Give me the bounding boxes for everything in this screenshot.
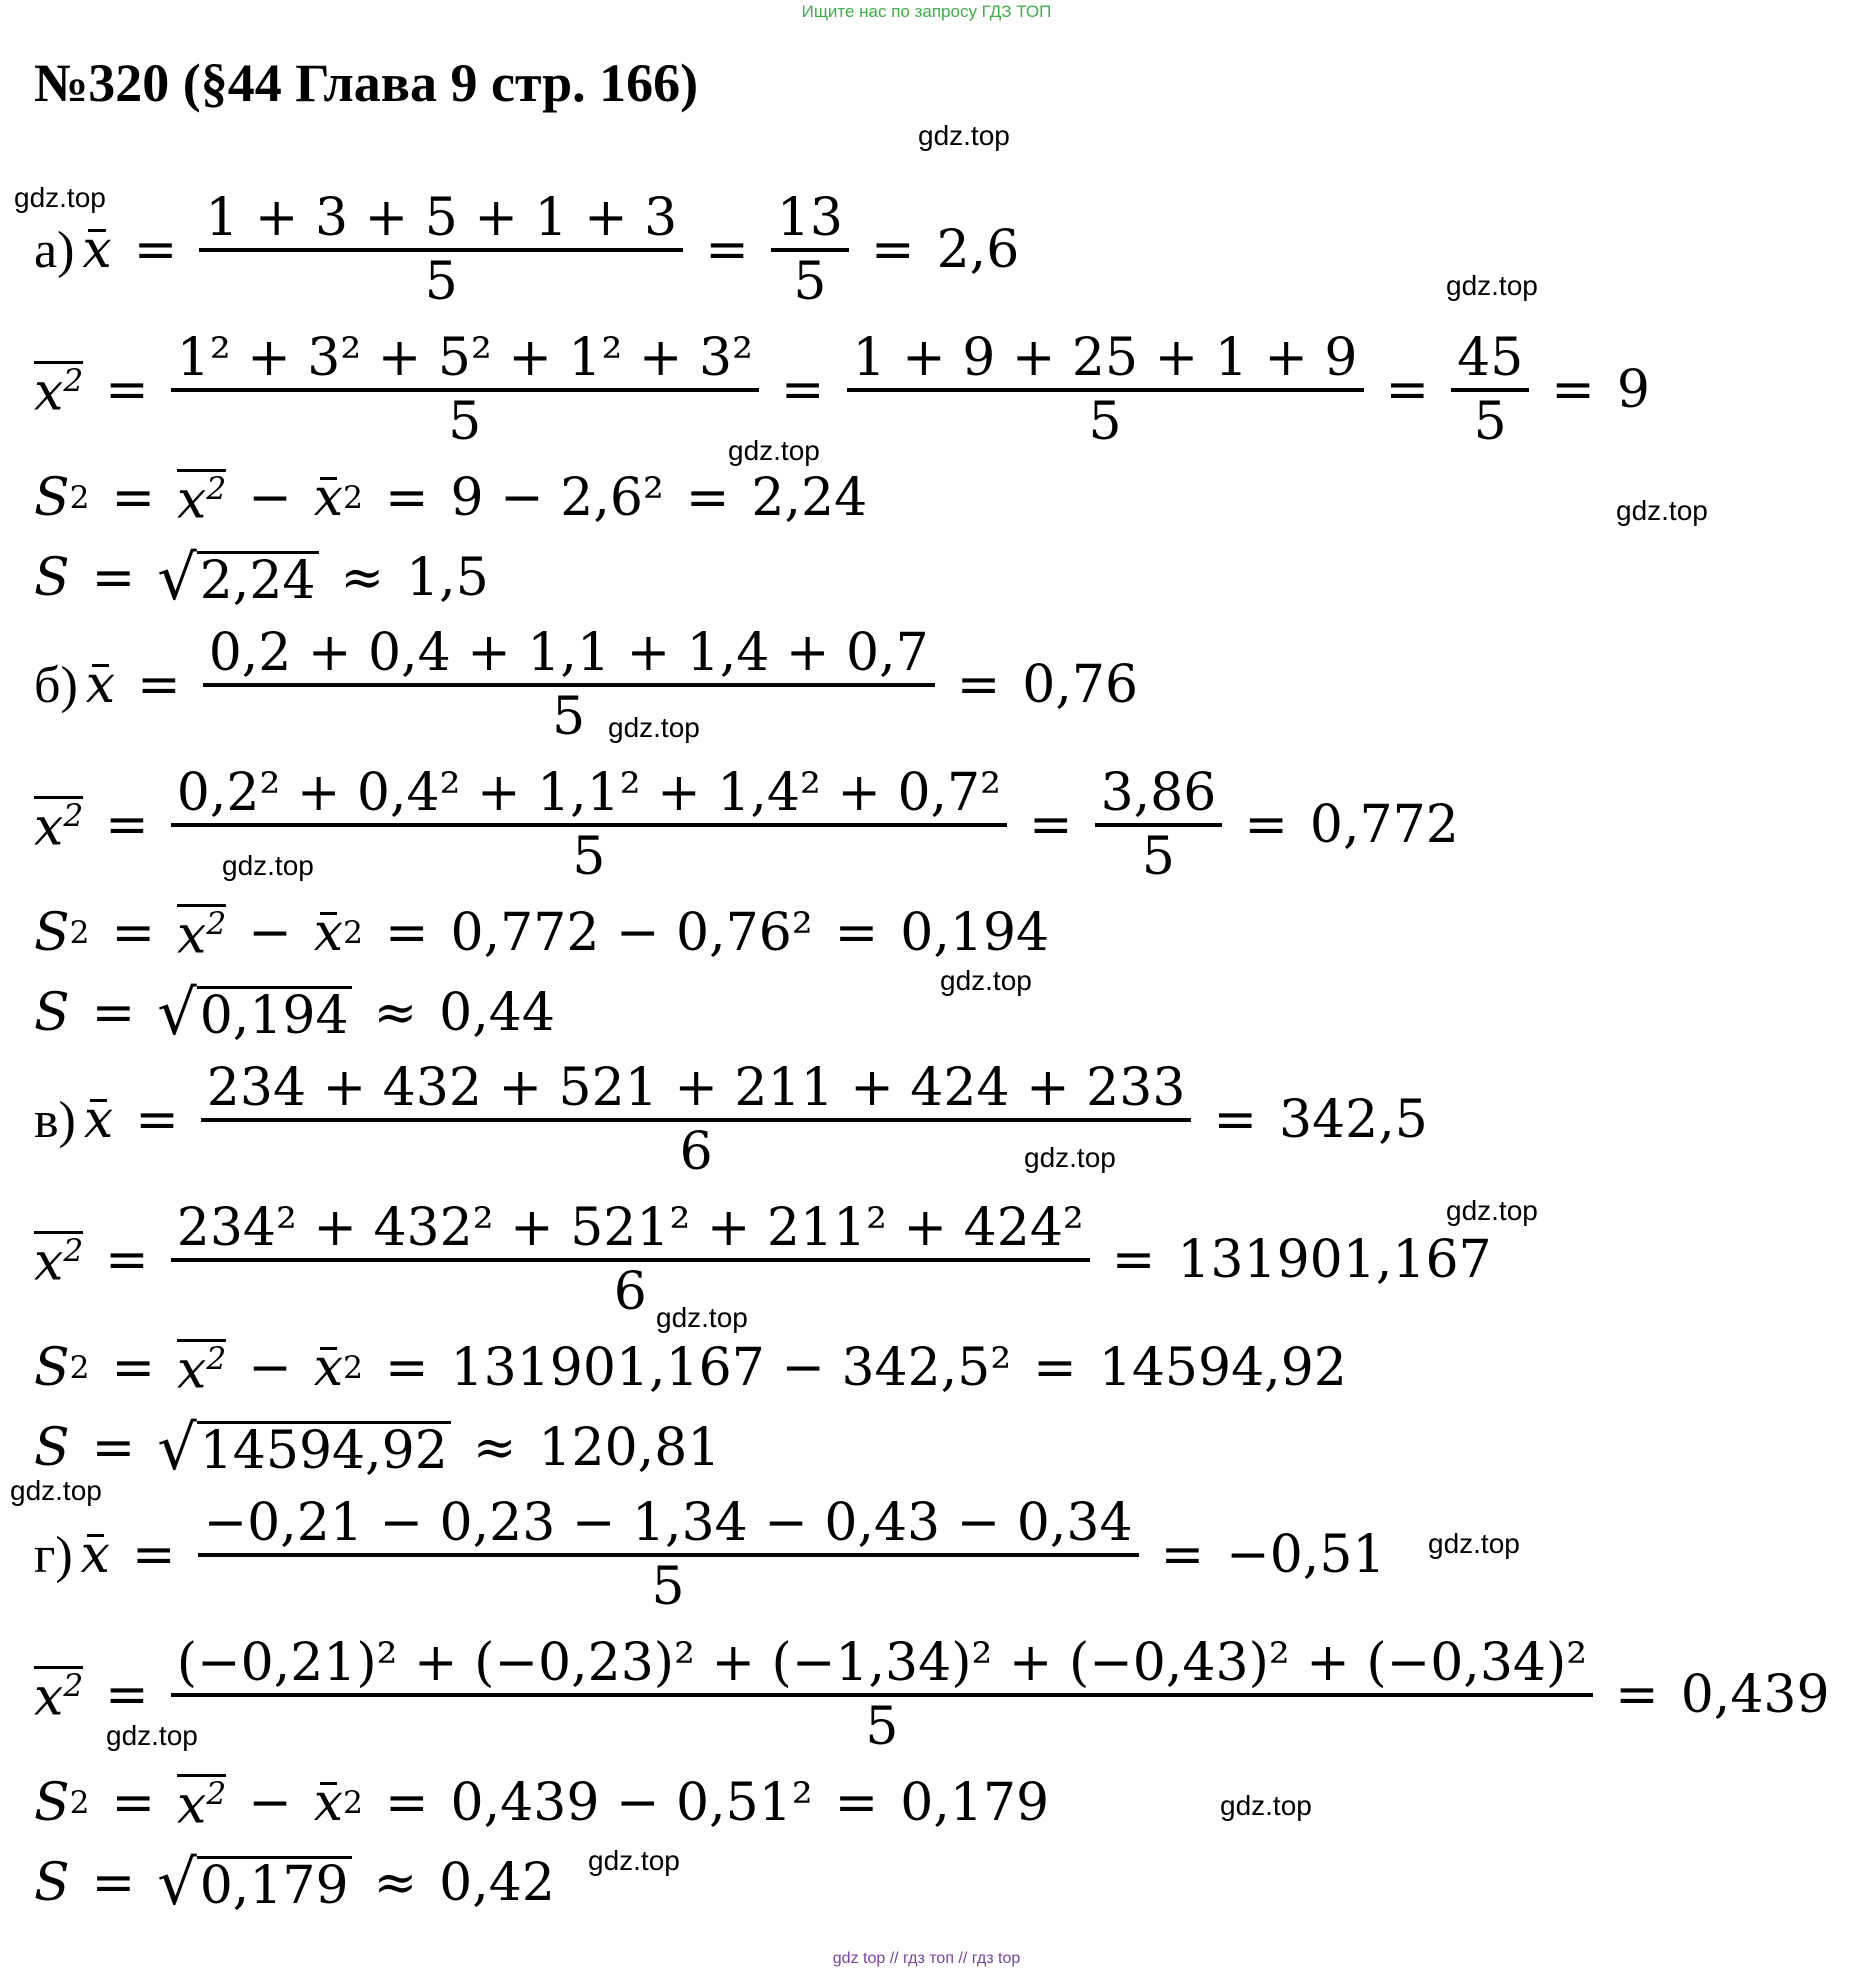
part-b-std-dev-value: 0,44 bbox=[439, 983, 555, 1043]
part-b-variance-value: 0,194 bbox=[900, 903, 1050, 963]
watermark: gdz.top bbox=[1428, 1528, 1520, 1559]
watermark: gdz.top bbox=[940, 965, 1032, 996]
page-title: №320 (§44 Глава 9 стр. 166) bbox=[34, 53, 699, 113]
part-a-label: а) bbox=[34, 221, 75, 279]
watermark: gdz.top bbox=[656, 1302, 748, 1333]
part-d-mean-of-squares: $x^2$ = $\frac{\text{(−0,21)² + (−0,23)² + (−1,34)² + (−0,43)² + (−0,34)²}}{5}$ = 0,439 bbox=[34, 1632, 1830, 1757]
part-a-std-dev-value: 1,5 bbox=[406, 548, 489, 608]
part-a-mean-of-squares: $x^2$ = $\frac{\text{1² + 3² + 5² + 1² + 3²}}{5}$ = $\frac{1 + 9 + 25 + 1 + 9}{5}$ = $\frac{45}{5}$ = 9 bbox=[34, 327, 1650, 452]
sqrt-sign: √ bbox=[157, 541, 197, 614]
watermark: gdz.top bbox=[106, 1720, 198, 1751]
part-d-mean: г) x = $\frac{-0,21 - 0,23 - 1,34 - 0,43 - 0,34}{5}$ = −0,51 bbox=[34, 1492, 1386, 1617]
watermark: gdz.top bbox=[1220, 1790, 1312, 1821]
part-b-std-dev: S = √ 0,194 ≈ 0,44 bbox=[34, 976, 555, 1049]
part-d-std-dev: S = √ 0,179 ≈ 0,42 bbox=[34, 1846, 555, 1919]
part-c-mean-value: 342,5 bbox=[1279, 1090, 1428, 1150]
part-c-mean-of-squares-value: 131901,167 bbox=[1177, 1230, 1492, 1290]
part-a-mean: а) x = $\frac{1 + 3 + 5 + 1 + 3}{5}$ = $\frac{13}{5}$ = 2,6 bbox=[34, 187, 1020, 312]
part-a-mean-of-squares-value: 9 bbox=[1616, 360, 1650, 420]
mean-of-squares-symbol: $x^2$ bbox=[34, 362, 84, 423]
part-b-mean-value: 0,76 bbox=[1022, 655, 1139, 715]
watermark: gdz.top bbox=[918, 120, 1010, 151]
part-d-variance: S 2 = $x^2$ − x 2 = 0,439 − 0,51² = 0,179 bbox=[34, 1773, 1050, 1836]
part-a-mean-value: 2,6 bbox=[936, 220, 1020, 280]
part-b-mean-of-squares: $x^2$ = $\frac{\text{0,2² + 0,4² + 1,1² + 1,4² + 0,7²}}{5}$ = $\frac{3,86}{5}$ = 0,772 bbox=[34, 762, 1459, 887]
watermark: gdz.top bbox=[14, 182, 106, 213]
watermark: gdz.top bbox=[1446, 270, 1538, 301]
watermark: gdz.top bbox=[222, 850, 314, 881]
part-a-std-dev: S = √ 2,24 ≈ 1,5 bbox=[34, 541, 489, 614]
part-c-mean: в) x = $\frac{234 + 432 + 521 + 211 + 424 + 233}{6}$ = 342,5 bbox=[34, 1057, 1428, 1182]
part-c-variance-value: 14594,92 bbox=[1098, 1338, 1347, 1398]
watermark: gdz.top bbox=[588, 1845, 680, 1876]
part-d-mean-of-squares-value: 0,439 bbox=[1680, 1665, 1830, 1725]
part-d-std-dev-value: 0,42 bbox=[439, 1853, 555, 1913]
part-b-mean: б) x = $\frac{0,2 + 0,4 + 1,1 + 1,4 + 0,7}{5}$ = 0,76 bbox=[34, 622, 1139, 747]
footer-text: gdz top // гдз топ // гдз top bbox=[832, 1950, 1021, 1967]
part-b-variance: S 2 = $x^2$ − x 2 = 0,772 − 0,76² = 0,194 bbox=[34, 903, 1050, 966]
watermark: gdz.top bbox=[728, 435, 820, 466]
watermark: gdz.top bbox=[1446, 1195, 1538, 1226]
part-a-variance-value: 2,24 bbox=[751, 468, 868, 528]
part-b-label: б) bbox=[34, 656, 78, 714]
part-a-variance: S 2 = $x^2$ − x 2 = 9 − 2,6² = 2,24 bbox=[34, 468, 868, 531]
watermark: gdz.top bbox=[10, 1475, 102, 1506]
part-c-mean-of-squares: $x^2$ = $\frac{\text{234² + 432² + 521² + 211² + 424²}}{6}$ = 131901,167 bbox=[34, 1197, 1492, 1322]
part-c-std-dev-value: 120,81 bbox=[538, 1418, 721, 1478]
watermark: gdz.top bbox=[1024, 1142, 1116, 1173]
part-d-mean-value: −0,51 bbox=[1226, 1525, 1386, 1585]
part-d-variance-value: 0,179 bbox=[900, 1773, 1050, 1833]
watermark: gdz.top bbox=[1616, 495, 1708, 526]
watermark: gdz.top bbox=[608, 712, 700, 743]
part-c-std-dev: S = √ 14594,92 ≈ 120,81 bbox=[34, 1411, 721, 1484]
part-c-label: в) bbox=[34, 1091, 76, 1149]
top-banner: Ищите нас по запросу ГДЗ ТОП bbox=[801, 2, 1052, 21]
part-b-mean-of-squares-value: 0,772 bbox=[1309, 795, 1459, 855]
mean-symbol: x bbox=[82, 220, 112, 280]
part-c-variance: S 2 = $x^2$ − x 2 = 131901,167 − 342,5² = 14594,92 bbox=[34, 1338, 1347, 1401]
part-d-label: г) bbox=[34, 1526, 73, 1584]
